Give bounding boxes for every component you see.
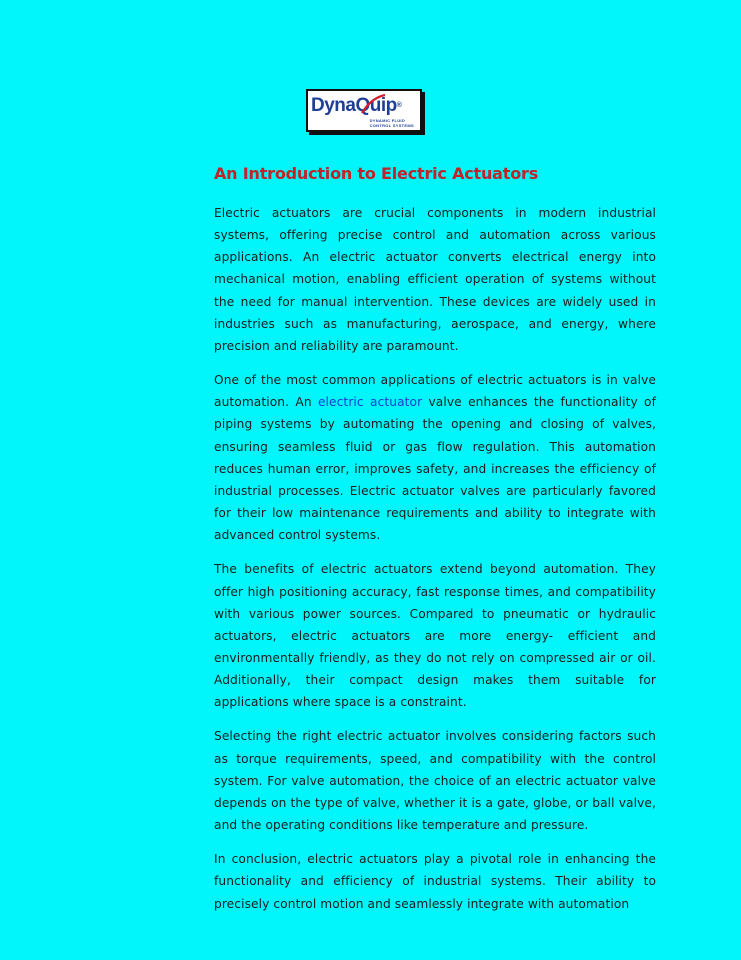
paragraph-2-text-after: valve enhances the functionality of piping systems by automating the opening and closing of valves, ensuring seamless fluid or gas flow regulation. This automation reduces human error, improves safety, and increases the efficiency of industrial processes. Electric actuator valves are particularly favored for their low maintenance requirements and ability to integrate with advanced control systems. [214,395,657,543]
article [214,163,656,927]
paragraph-2 [214,369,656,546]
logo-tagline [370,118,414,128]
paragraph-2-text-before: One of the most common applications of electric actuators is in valve automation. An [214,373,656,410]
dynaquip-logo [306,89,422,132]
logo-word-part2: Quip [355,95,397,116]
logo-word-part1: Dyna [311,95,356,116]
logo-swoosh-icon [358,93,388,115]
paragraph-1: Electric actuators are crucial components in modern industrial systems, offering precise control and automation across various applications. An electric actuator converts electrical energy into mechanical motion, enabling efficient operation of systems without the need for manual intervention. These devices are widely used in industries such as manufacturing, aerospace, and energy, where precision and reliability are paramount. [214,206,656,353]
logo-tagline-line2: CONTROL SYSTEMS [369,123,414,128]
electric-actuator-link[interactable]: electric actuator [317,395,423,410]
logo-tagline-line1: DYNAMIC FLUID [369,118,406,123]
logo-registered: ® [396,102,402,109]
paragraph-3: The benefits of electric actuators extend beyond automation. They offer high positioning accuracy, fast response times, and compatibility with various power sources. Compared to pneumatic or hydraulic actuators, electric actuators are more energy- efficient and environmentally friendly, as they do not rely on compressed air or oil. Additionally, their compact design makes them suitable for applications where space is a constraint. [214,562,656,710]
article-title: An Introduction to Electric Actuators [214,164,539,183]
paragraph-5: In conclusion, electric actuators play a pivotal role in enhancing the functionality and efficiency of industrial systems. Their ability to precisely control motion and seamlessly integrate with automation [214,852,656,911]
paragraph-4: Selecting the right electric actuator involves considering factors such as torque requirements, speed, and compatibility with the control system. For valve automation, the choice of an electric actuator valve depends on the type of valve, whether it is a gate, globe, or ball valve, and the operating conditions like temperature and pressure. [214,729,656,833]
